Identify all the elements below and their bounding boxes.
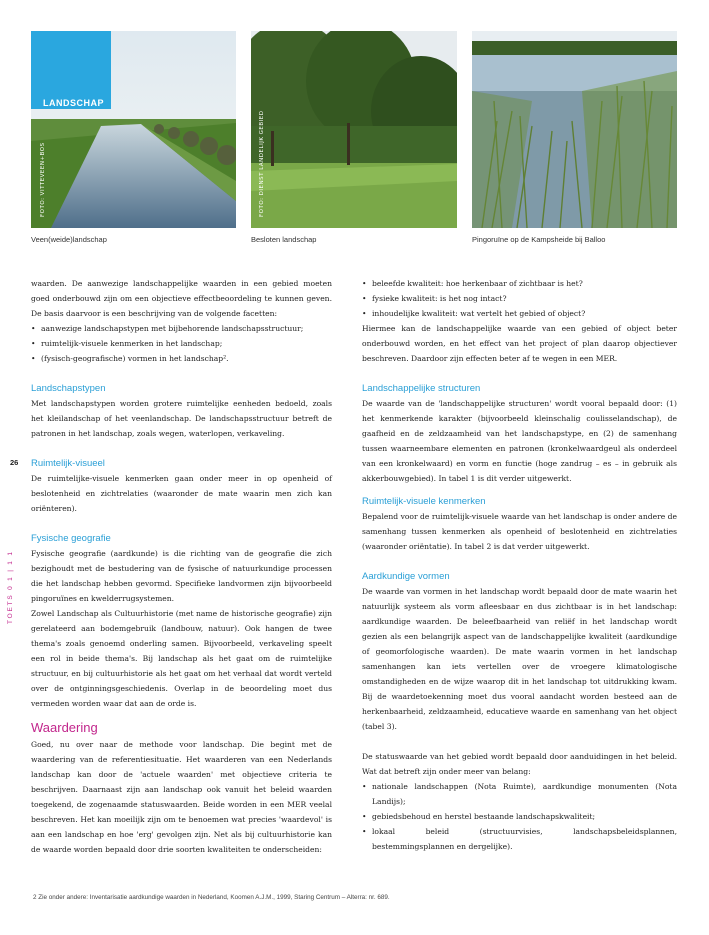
paragraph-aardkundig: De waarde van vormen in het landschap wordt bepaald door de mate waarin het natuurlijk systeem als vorm afleesbaar en dus zichtbaar is in het landschap: aardkundige waarden. De beleefbaarheid van reliëf in het landschap wordt gezien als een belangrijk aspect van de landschappelijke kwaliteit (aardkundige of geomorfologische waarden). De mate waarin vormen in het landschap samenhangen kan iets vertellen over de vroegere klimatologische omstandigheden en de wijze waarop dit in het landschap tot uitdrukking kwam. Bij de waardetoekenning moet dus vooral aandacht worden besteed aan de herkenbaarheid, zeldzaamheid, educatieve waarde en samenhang van het object (tabel 3). (362, 587, 677, 731)
paragraph-statuswaarde: De statuswaarde van het gebied wordt bepaald door aanduidingen in het beleid. Wat dat betreft zijn onder meer van belang: (362, 752, 677, 776)
photo-pingoruine (472, 31, 677, 228)
photo-credit: FOTO: VITTEVEEN+BOS (40, 142, 46, 217)
paragraph-fysische-geografie: Fysische geografie (aardkunde) is die richting van de geografie die zich bezighoudt met de bestudering van de fysische of natuurkundige processen die het landschap hebben gevormd. Specifieke landvormen zijn bijvoorbeeld pingoruïnes en kwelderrugsystemen. (31, 549, 332, 603)
heading-ruimtelijk-visueel: Ruimtelijk-visueel (31, 458, 105, 469)
intro-list (31, 321, 332, 366)
list-item: • (fysisch-geografische) vormen in het landschap². (31, 351, 332, 366)
list-item: • inhoudelijke kwaliteit: wat vertelt het gebied of object? (362, 306, 677, 321)
heading-fysische-geografie: Fysische geografie (31, 533, 111, 544)
intro-paragraph: waarden. De aanwezige landschappelijke waarden in een gebied moeten goed onderbouwd zijn om een objectieve effectbeoordeling te kunnen geven. De basis daarvoor is een beschrijving van de volgende facetten: (31, 279, 332, 318)
footnote: 2 Zie onder andere: Inventarisatie aardkundige waarden in Nederland, Koomen A.J.M., 1999, Staring Centrum – Alterra: nr. 689. (33, 894, 390, 901)
heading-landschapstypen: Landschapstypen (31, 383, 106, 394)
photo-credit: FOTO: DIENST LANDELIJK GEBIED (259, 110, 265, 217)
heading-landschappelijke-structuren: Landschappelijke structuren (362, 383, 481, 394)
left-column (31, 276, 332, 857)
photo-caption: Besloten landschap (251, 235, 317, 244)
photo-besloten-landschap (251, 31, 457, 228)
heading-ruimtelijk-visuele-kenmerken: Ruimtelijk-visuele kenmerken (362, 496, 486, 507)
page-number: 26 (10, 458, 19, 467)
status-list (362, 779, 677, 854)
list-item: • beleefde kwaliteit: hoe herkenbaar of zichtbaar is het? (362, 276, 677, 291)
heading-aardkundige-vormen: Aardkundige vormen (362, 571, 450, 582)
right-column (362, 276, 677, 854)
section-label: LANDSCHAP (43, 98, 105, 108)
pingo-ruin-image (472, 31, 677, 228)
list-item: • ruimtelijk-visuele kenmerken in het landschap; (31, 336, 332, 351)
paragraph-rv-kenmerken: Bepalend voor de ruimtelijk-visuele waarde van het landschap is onder andere de samenhang tussen kenmerken als openheid of beslotenheid en zichtrelaties (waaronder oriëntatie). In tabel 2 is dat verder uitgewerkt. (362, 512, 677, 551)
paragraph-structuren: De waarde van de 'landschappelijke structuren' wordt vooral bepaald door: (1) het kenmerkende karakter (bijvoorbeeld kleinschalig coulisselandschap), de gaafheid en de zeldzaamheid van het landschapstype, en (2) de samenhang tussen waarneembare elementen en patronen (kronkelwaardgeul als onderdeel van een kronkelwaard) en vorm en functie (hoge zandrug – es – in gebruik als akkerbouwgebied). In tabel 1 is dit verder uitgewerkt. (362, 399, 677, 483)
list-item: • lokaal beleid (structuurvisies, landschapsbeleidsplannen, bestemmingsplannen en dergelijke). (362, 824, 677, 854)
polder-canal-image (31, 31, 236, 228)
paragraph-waardering: Goed, nu over naar de methode voor landschap. Die begint met de waardering van de referentiesituatie. Het waarderen van een Nederlands landschap kan door de 'actuele waarden' met objectieve criteria te beschrijven. Daarnaast zijn aan landschap ook vanuit het beleid waarden toegekend, de zogenaamde statuswaarden. Beide worden in een MER veelal beschreven. Het kan moeilijk zijn om te benoemen wat precies 'waardevol' is aan een landschap en hoe 'erg' gevolgen zijn. Net als bij cultuurhistorie kan de waarde worden bepaald door drie soorten kwaliteiten te onderscheiden: (31, 740, 332, 854)
paragraph-hiermee: Hiermee kan de landschappelijke waarde van een gebied of object beter onderbouwd worden, en het effect van het project of plan daarop objectiever beschreven. Daardoor zijn effecten beter af te wegen in een MER. (362, 324, 677, 363)
photo-caption: Veen(weide)landschap (31, 235, 107, 244)
list-item: • nationale landschappen (Nota Ruimte), aardkundige monumenten (Nota Landijs); (362, 779, 677, 809)
paragraph-cultuurhistorie: Zowel Landschap als Cultuurhistorie (met name de historische geografie) zijn gerelateerd aan bodemgebruik (landbouw, natuur). Ook hangen de twee thema's zoals genoemd onderling samen. Bijvoorbeeld, verkaveling speelt een rol in beide thema's. Bij landschap als het gaat om de ruimtelijke structuur, en bij cultuurhistorie als het gaat om het verhaal dat wordt verteld over de ontginningsgeschiedenis. Overlap in de beoordeling moet dus vermeden worden waar dat aan de orde is. (31, 609, 332, 708)
quality-list (362, 276, 677, 321)
journal-marker: TOETS 0 1 | 1 1 (7, 550, 14, 624)
photo-caption: Pingoruïne op de Kampsheide bij Balloo (472, 235, 606, 244)
paragraph-ruimtelijk-visueel: De ruimtelijke-visuele kenmerken gaan onder meer in op openheid of beslotenheid en zichtrelaties (waaronder de mate waarin men zich kan oriënteren). (31, 474, 332, 513)
enclosed-landscape-image (251, 31, 457, 228)
list-item: • aanwezige landschapstypen met bijbehorende landschapsstructuur; (31, 321, 332, 336)
photo-veenweidelandschap (31, 31, 236, 228)
heading-waardering: Waardering (31, 720, 98, 735)
list-item: • fysieke kwaliteit: is het nog intact? (362, 291, 677, 306)
paragraph-landschapstypen: Met landschapstypen worden grotere ruimtelijke eenheden bedoeld, zoals het kleilandschap of het veenlandschap. De landschapsstructuur betreft de patronen in het landschap, zoals wegen, waterlopen, verkaveling. (31, 399, 332, 438)
list-item: • gebiedsbehoud en herstel bestaande landschapskwaliteit; (362, 809, 677, 824)
